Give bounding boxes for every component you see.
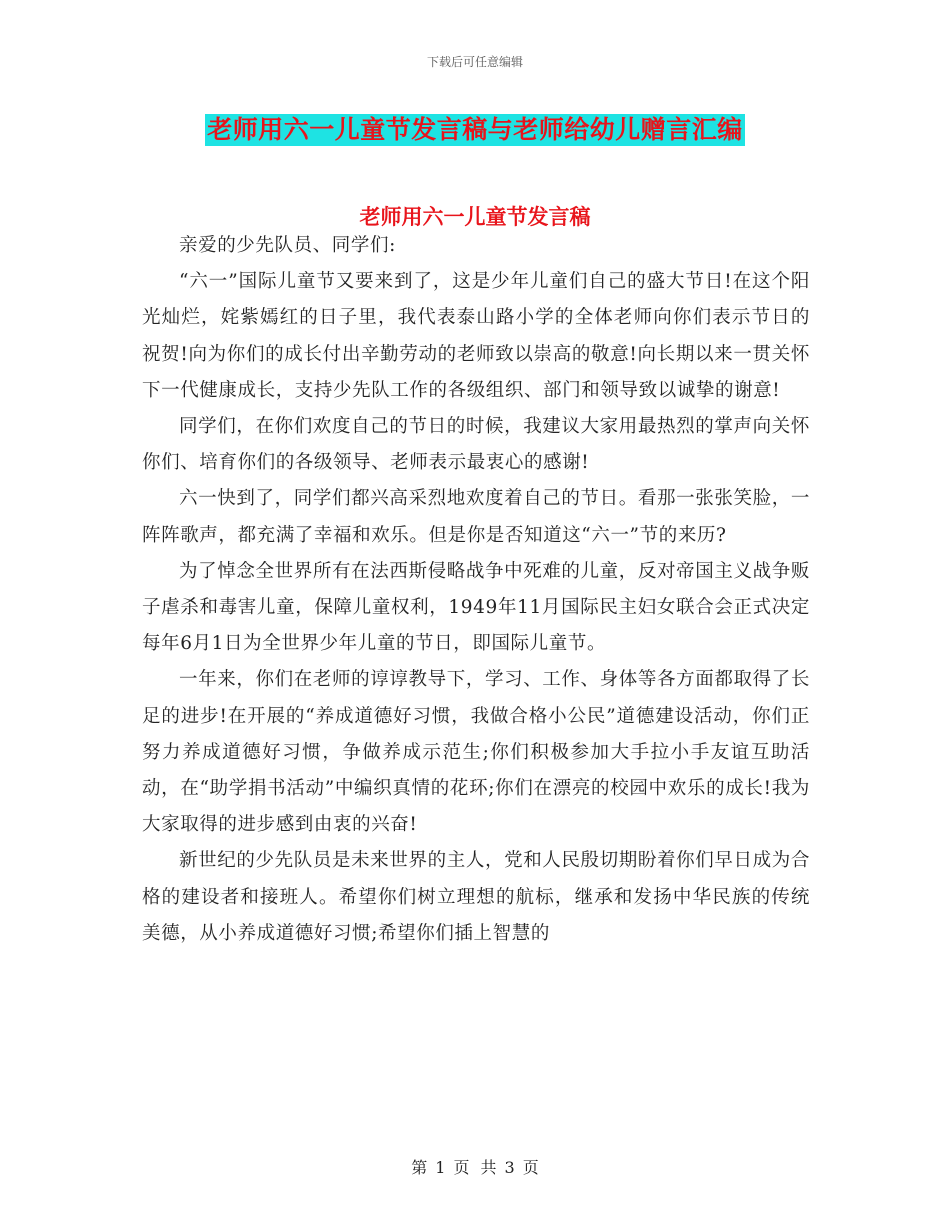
footer-total-pages: 3 [504,1158,515,1177]
header-note: 下载后可任意编辑 [426,55,523,69]
paragraph: 为了悼念全世界所有在法西斯侵略战争中死难的儿童，反对帝国主义战争贩子虐杀和毒害儿童，保障儿童权利，1949年11月国际民主妇女联合会正式决定每年6月1日为全世界少年儿童的节日，即国际儿童节。 [142,560,810,655]
footer-current-page: 1 [435,1158,446,1177]
body-text [142,228,810,952]
section-title: 老师用六一儿童节发言稿 [359,204,591,229]
page-footer [0,1155,950,1178]
footer-label-end: 页 [522,1158,539,1177]
footer-label-page: 第 [411,1158,428,1177]
paragraph: 新世纪的少先队员是未来世界的主人，党和人民殷切期盼着你们早日成为合格的建设者和接班人。希望你们树立理想的航标，继承和发扬中华民族的传统美德，从小养成道德好习惯;希望你们插上智慧的 [142,850,810,944]
paragraph: “六一”国际儿童节又要来到了，这是少年儿童们自己的盛大节日!在这个阳光灿烂，姹紫嫣红的日子里，我代表泰山路小学的全体老师向你们表示节日的祝贺!向为你们的成长付出辛勤劳动的老师致以崇高的敬意!向长期以来一贯关怀下一代健康成长，支持少先队工作的各级组织、部门和领导致以诚挚的谢意! [142,271,810,401]
paragraph: 同学们，在你们欢度自己的节日的时候，我建议大家用最热烈的掌声向关怀你们、培育你们的各级领导、老师表示最衷心的感谢! [142,416,810,474]
paragraph-salutation: 亲爱的少先队员、同学们: [179,235,396,256]
document-title: 老师用六一儿童节发言稿与老师给幼儿赠言汇编 [207,115,743,144]
footer-label-of: 页 共 [453,1158,497,1177]
paragraph: 六一快到了，同学们都兴高采烈地欢度着自己的节日。看那一张张笑脸，一阵阵歌声，都充满了幸福和欢乐。但是你是否知道这“六一”节的来历? [142,488,810,546]
paragraph: 一年来，你们在老师的谆谆教导下，学习、工作、身体等各方面都取得了长足的进步!在开展的“养成道德好习惯，我做合格小公民”道德建设活动，你们正努力养成道德好习惯，争做养成示范生;你们积极参加大手拉小手友谊互助活动，在“助学捐书活动”中编织真情的花环;你们在漂亮的校园中欢乐的成长!我为大家取得的进步感到由衷的兴奋! [142,669,810,836]
document-title-wrap [0,114,950,146]
